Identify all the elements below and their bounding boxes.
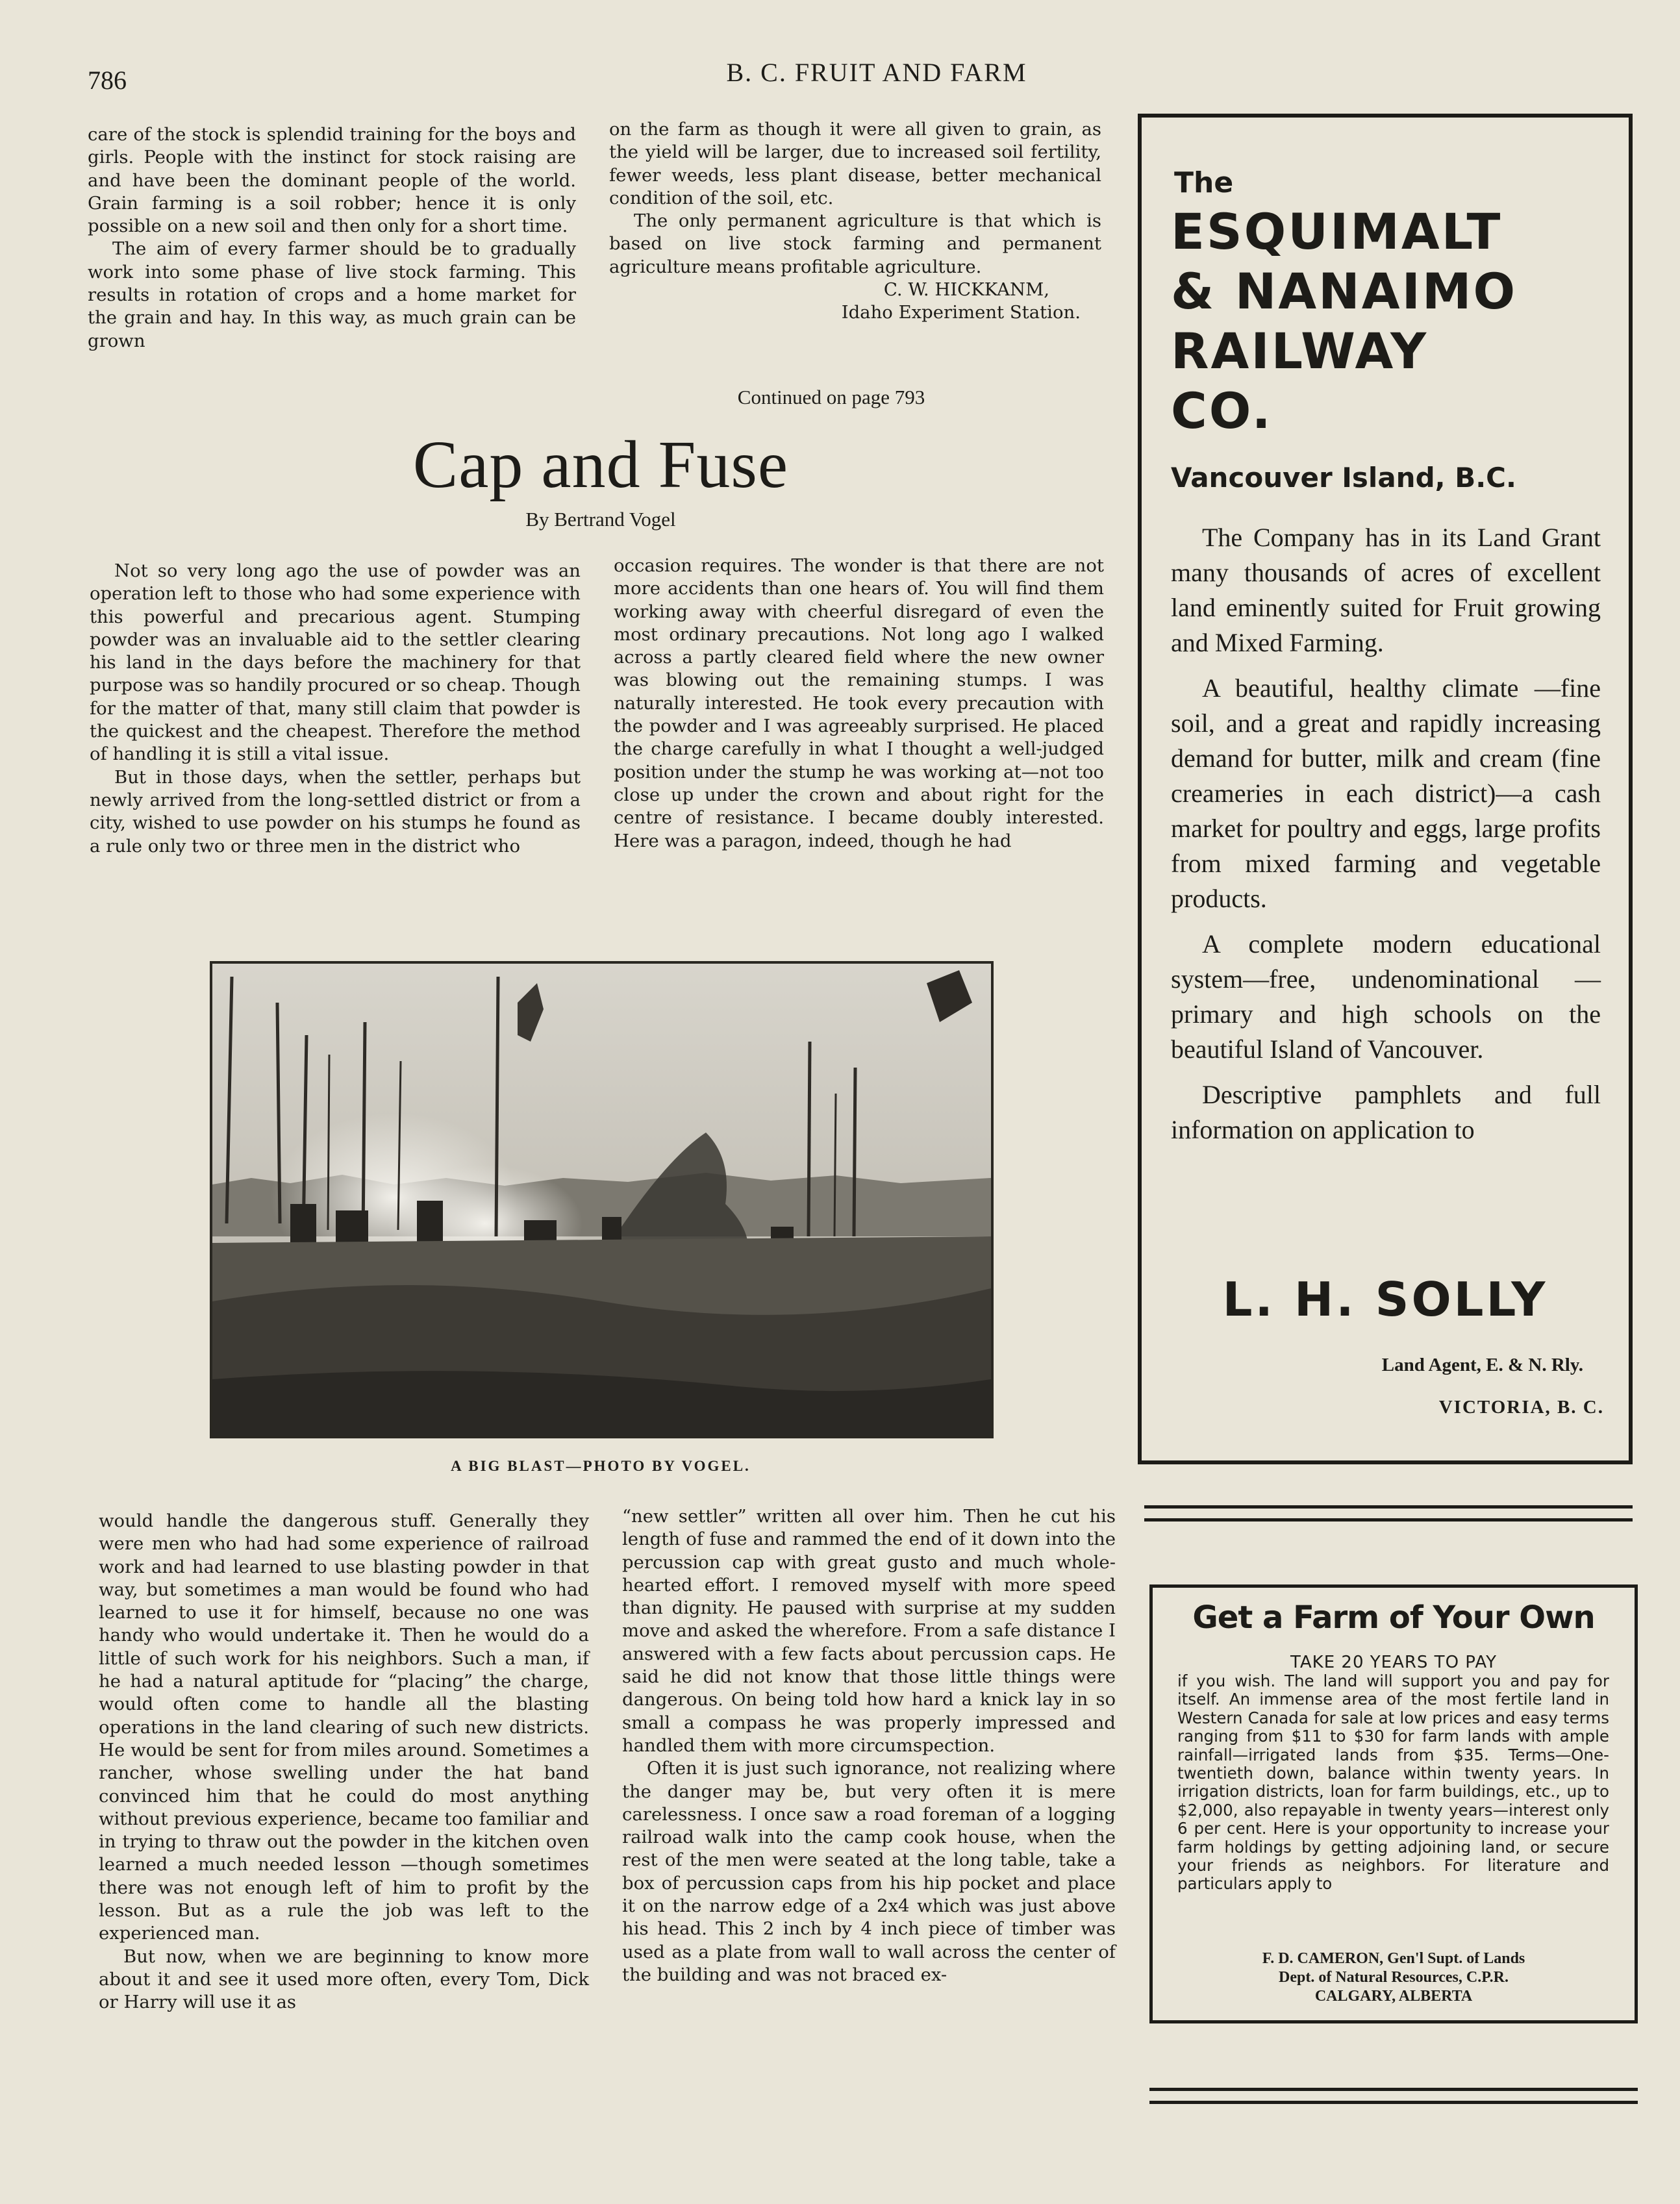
ad-railway-the: The bbox=[1174, 166, 1234, 199]
ad-farm-contact-name: F. D. CAMERON, Gen'l Supt. of Lands bbox=[1262, 1950, 1525, 1967]
ad-farm-body: if you wish. The land will support you and pay for itself. An immense area of the most fertile land in Western Canada for sale at low prices and easy terms ranging from $11 to $30 for farm lands with ample rainfall—irrigated lands from $35. Terms—One-twentieth down, balance within twenty years. In irrigation districts, loan for farm buildings, etc., up to $2,000, also repayable in twenty years—interest only 6 per cent. Here is your opportunity to increase your farm holdings by getting adjoining land, or secure your friends as neighbors. For literature and particulars apply to bbox=[1177, 1672, 1609, 1894]
company-name-line: ESQUIMALT bbox=[1171, 203, 1503, 260]
paragraph: Often it is just such ignorance, not realizing where the danger may be, but very often it is mere carelessness. I once saw a road foreman of a logging railroad walk into the camp cook house, when the rest of the men were seated at the long table, take a box of percussion caps from his hip pocket and place it on the narrow edge of a 2x4 which was just above his head. This 2 inch by 4 inch piece of timber was used as a plate from wall to wall across the center of the building and was not braced ex- bbox=[622, 1758, 1116, 1985]
company-name-line: & NANAIMO bbox=[1171, 262, 1518, 320]
blast-photo-image bbox=[212, 964, 991, 1436]
ad-farm-headline: Get a Farm of Your Own bbox=[1192, 1599, 1595, 1636]
ad-railway-location: Vancouver Island, B.C. bbox=[1171, 462, 1516, 494]
ad-railway-agent: L. H. SOLLY bbox=[1222, 1272, 1548, 1327]
paragraph: Not so very long ago the use of powder was an operation left to those who had some experience with this powerful and precarious agent. Stumping powder was an invaluable aid to the settler clearing his land in the days before the machinery for that purpose was so handily procured or so cheap. Though for the matter of that, many still claim that powder is the quickest and the cheapest. Therefore the method of handling it is still a vital issue. bbox=[90, 560, 581, 765]
article-photo bbox=[210, 961, 994, 1438]
article-upper-col1 bbox=[90, 560, 581, 858]
article-lower-col2 bbox=[622, 1505, 1116, 1986]
company-name-line: RAILWAY bbox=[1171, 322, 1429, 380]
ad-railway-agent-role: Land Agent, E. & N. Rly. bbox=[1381, 1355, 1583, 1375]
running-head: B. C. FRUIT AND FARM bbox=[726, 58, 1027, 87]
paragraph: The only permanent agriculture is that which is based on live stock farming and permanent agriculture means profitable agriculture. bbox=[609, 210, 1101, 277]
separator-rule bbox=[1144, 1505, 1633, 1509]
railway-advertisement bbox=[1138, 114, 1633, 1464]
ad-paragraph: A complete modern educational system—free, undenominational — primary and high schools on the beautiful Island of Vancouver. bbox=[1171, 929, 1601, 1064]
separator-rule bbox=[1149, 2101, 1638, 2104]
prev-article-col1 bbox=[88, 123, 576, 353]
ad-farm-contact-dept: Dept. of Natural Resources, C.P.R. bbox=[1279, 1969, 1509, 1986]
signature-name: C. W. HICKKANM, bbox=[883, 279, 1049, 301]
article-lower-col1 bbox=[99, 1510, 589, 2014]
ad-railway-body bbox=[1171, 520, 1601, 1158]
signature-affiliation: Idaho Experiment Station. bbox=[841, 302, 1081, 323]
paragraph: care of the stock is splendid training for the boys and girls. People with the instinct for stock raising are and have been the dominant people of the world. Grain farming is a soil robber; hence it is only possible on a new soil and then only for a short time. bbox=[88, 124, 576, 237]
ad-farm-contact-city: CALGARY, ALBERTA bbox=[1314, 1988, 1473, 2005]
ad-railway-company-name bbox=[1171, 202, 1612, 441]
ad-paragraph: A beautiful, healthy climate —fine soil, and a great and rapidly increasing demand for butter, milk and cream (fine creameries in each district)—a cash market for poultry and eggs, large profits from mixed farming and vegetable products. bbox=[1171, 673, 1601, 913]
separator-rule bbox=[1144, 1518, 1633, 1522]
paragraph: But in those days, when the settler, perhaps but newly arrived from the long-settled district or from a city, wished to use powder on his stumps he found as a rule only two or three men in the district who bbox=[90, 766, 581, 857]
page-number: 786 bbox=[88, 66, 127, 95]
paragraph: But now, when we are beginning to know more about it and see it used more often, every Tom, Dick or Harry will use it as bbox=[99, 1946, 589, 2013]
article-title: Cap and Fuse bbox=[412, 427, 789, 502]
ad-farm-subhead: TAKE 20 YEARS TO PAY bbox=[1290, 1653, 1497, 1672]
continued-note: Continued on page 793 bbox=[737, 386, 925, 408]
photo-caption: A BIG BLAST—PHOTO BY VOGEL. bbox=[451, 1458, 751, 1474]
paragraph: would handle the dangerous stuff. Generally they were men who had had some experience of railroad work and had learned to use blasting powder in that way, but sometimes a man would be found who had learned to use it for himself, because no one was handy who would undertake it. Then he would do a little of such work for his neighbors. Such a man, if he had a natural aptitude for “placing” the charge, would often come to handle all the blasting operations in the land clearing of such new districts. He would be sent for from miles around. Sometimes a rancher, whose swelling under the hat band convinced him that he could do most anything without previous experience, became too familiar and in trying to thraw out the powder in the kitchen oven learned a much needed lesson —though sometimes there was not enough left of him to profit by the lesson. But as a rule the job was left to the experienced man. bbox=[99, 1510, 589, 1944]
ad-farm-contact bbox=[1153, 1949, 1635, 2006]
prev-article-col2 bbox=[609, 118, 1101, 325]
ad-paragraph: The Company has in its Land Grant many thousands of acres of excellent land eminently suited for Fruit growing and Mixed Farming. bbox=[1171, 523, 1601, 657]
article-upper-col2 bbox=[614, 555, 1104, 853]
ad-paragraph: Descriptive pamphlets and full information on application to bbox=[1171, 1080, 1601, 1144]
ad-railway-agent-city: VICTORIA, B. C. bbox=[1438, 1397, 1604, 1418]
paragraph: on the farm as though it were all given to grain, as the yield will be larger, due to increased soil fertility, fewer weeds, less plant disease, better mechanical condition of the soil, etc. bbox=[609, 119, 1101, 208]
article-byline: By Bertrand Vogel bbox=[525, 508, 676, 531]
separator-rule bbox=[1149, 2088, 1638, 2091]
company-name-line: CO. bbox=[1171, 382, 1273, 440]
paragraph: The aim of every farmer should be to gradually work into some phase of live stock farming. This results in rotation of crops and a home market for the grain and hay. In this way, as much grain can be grown bbox=[88, 238, 576, 351]
paragraph: “new settler” written all over him. Then he cut his length of fuse and rammed the end of it down into the percussion cap with great gusto and much whole-hearted effort. I removed myself with more speed than dignity. He paused with surprise at my sudden move and asked the wherefore. From a safe distance I answered with a few facts about percussion caps. He said he did not know that those little things were dangerous. On being told how hard a knick lay in so small a compass he was properly impressed and handled them with more circumspection. bbox=[622, 1506, 1116, 1756]
paragraph: occasion requires. The wonder is that there are not more accidents than one hears of. You will find them working away with cheerful disregard of even the most ordinary precautions. Not long ago I walked across a partly cleared field where the new owner was blowing out the remaining stumps. I was naturally interested. He took every precaution with the powder and I was agreeably surprised. He placed the charge carefully in what I thought a well-judged position under the stump he was working at—not too close up under the crown and about right for the centre of resistance. I became doubly interested. Here was a paragon, indeed, though he had bbox=[614, 555, 1104, 851]
farm-advertisement bbox=[1149, 1584, 1638, 2023]
